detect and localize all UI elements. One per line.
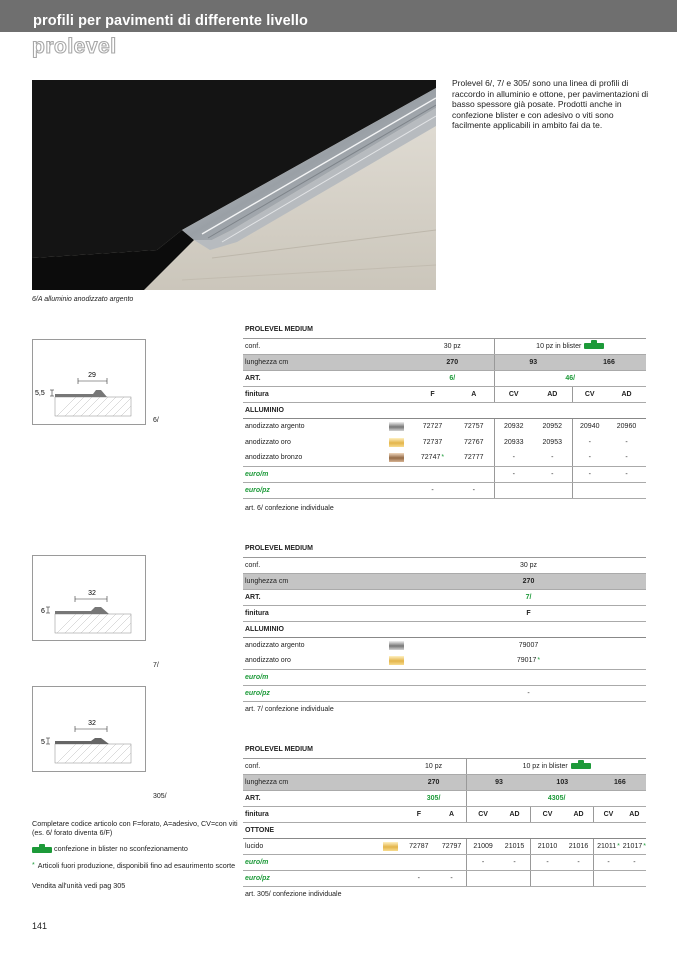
- table-row: [243, 806, 646, 822]
- note-code-completion: Completare codice articolo con F=forato, A=adesivo, CV=con viti (es. 6/ forato diventa 6/F): [32, 819, 238, 838]
- euro-m-row: [243, 854, 646, 870]
- table-cell: -: [572, 450, 607, 466]
- table-cell: [381, 838, 401, 854]
- length-value: 103: [531, 774, 594, 790]
- product-table-7: [243, 541, 646, 702]
- page-title: profili per pavimenti di differente livello: [33, 13, 309, 29]
- finish-code: F: [411, 386, 454, 402]
- table-cell: 20960: [616, 422, 637, 430]
- profile-cross-section-7: [33, 556, 145, 640]
- finish-name: anodizzato oro: [245, 438, 291, 446]
- length-label: lunghezza cm: [243, 774, 401, 790]
- table-row: [243, 370, 646, 386]
- profile-drawing-7: [32, 555, 146, 641]
- table-cell: 21016: [564, 838, 594, 854]
- product-photo: [32, 80, 436, 290]
- out-of-production-star: *: [441, 454, 445, 462]
- table-cell: 20952: [542, 422, 562, 430]
- brand-name: prolevel: [32, 35, 117, 58]
- table-row: [243, 790, 646, 806]
- table-row: [243, 338, 646, 354]
- art-code: 46/: [494, 370, 646, 386]
- profile-drawing-6: [32, 339, 146, 425]
- conf-value: 30 pz: [411, 338, 494, 354]
- table-cell: AD: [499, 806, 531, 822]
- euro-pz-row: [243, 482, 646, 498]
- table-cell: [381, 637, 411, 653]
- table-cell: [411, 653, 646, 669]
- table-row: [243, 573, 646, 589]
- table-cell: -: [564, 854, 594, 870]
- euro-m-row: [243, 466, 646, 482]
- table-cell: [381, 418, 411, 434]
- table-row: [243, 418, 646, 434]
- dimension-width-6: 29: [88, 372, 96, 379]
- length-value: 166: [594, 774, 646, 790]
- table-cell: euro/m: [243, 854, 401, 870]
- table-cell: -: [607, 466, 646, 482]
- dimension-height-7: 6: [41, 608, 45, 615]
- color-swatch: [389, 656, 404, 665]
- color-swatch: [389, 641, 404, 650]
- conf-label: conf.: [243, 338, 411, 354]
- table-row: [243, 402, 646, 418]
- table-cell: -: [572, 466, 607, 482]
- table-cell: -: [467, 854, 499, 870]
- length-value: 270: [401, 774, 467, 790]
- finish-code: CV: [494, 386, 533, 402]
- table-cell: 20953: [542, 438, 562, 446]
- note-blister: [32, 844, 242, 853]
- product-table-6: [243, 322, 646, 499]
- table-cell: 21009: [467, 838, 499, 854]
- table-footnote: art. 305/ confezione individuale: [245, 891, 342, 898]
- table-row: [243, 637, 646, 653]
- table-cell: -: [531, 854, 564, 870]
- table-cell: [607, 482, 646, 498]
- table-cell: -: [623, 854, 646, 870]
- table-row: [243, 774, 646, 790]
- table-cell: [533, 482, 572, 498]
- euro-pz-row: [243, 870, 646, 886]
- note-star: [32, 861, 242, 870]
- conf-value: 30 pz: [411, 557, 646, 573]
- table-row: [243, 450, 646, 466]
- finish-name: anodizzato bronzo: [243, 450, 381, 466]
- color-swatch: [389, 438, 404, 447]
- table-row: [243, 605, 646, 621]
- table-cell: 20932: [494, 418, 533, 434]
- finish-label: finitura: [243, 605, 411, 621]
- table-cell: [401, 854, 437, 870]
- conf-value: 10 pz: [401, 758, 467, 774]
- table-row: [243, 653, 646, 669]
- finish-code: F: [411, 605, 646, 621]
- intro-text: Prolevel 6/, 7/ e 305/ sono una linea di profili di raccordo in alluminio e ottone, per pavimentazioni di basso spessore già posate. Prodotti anche in confezione blister e con adesivo o viti sono facilmente applicabili in ambito fai da te.: [452, 78, 649, 130]
- art-label: ART.: [243, 370, 411, 386]
- finish-code: AD: [607, 386, 646, 402]
- table-cell: CV: [467, 806, 499, 822]
- table-cell: [381, 434, 411, 450]
- table-cell: 21015: [499, 838, 531, 854]
- art-code: 6/: [411, 370, 494, 386]
- finish-label: finitura: [243, 386, 411, 402]
- table-cell: [411, 466, 454, 482]
- blister-icon: [32, 847, 52, 853]
- table-cell: [572, 482, 607, 498]
- art-code: 305/: [401, 790, 467, 806]
- table-cell: [454, 466, 494, 482]
- profile-cross-section-305: [33, 687, 145, 771]
- table-cell: -: [572, 434, 607, 450]
- table-cell: 20940: [572, 418, 607, 434]
- conf-label: conf.: [243, 758, 401, 774]
- table-cell: -: [411, 685, 646, 701]
- table-cell: F: [401, 806, 437, 822]
- table-cell: [594, 870, 623, 886]
- table-cell: 72797: [437, 838, 467, 854]
- star-icon: *: [32, 861, 35, 869]
- table-row: [243, 541, 646, 557]
- finish-name: lucido: [243, 838, 381, 854]
- table-cell: CV: [531, 806, 564, 822]
- table-cell: [467, 870, 499, 886]
- table-footnote: art. 7/ confezione individuale: [245, 706, 334, 713]
- finish-code: AD: [533, 386, 572, 402]
- photo-caption: 6/A alluminio anodizzato argento: [32, 296, 134, 303]
- color-swatch: [389, 453, 404, 462]
- table-cell: [623, 870, 646, 886]
- blister-icon: [571, 763, 591, 769]
- length-value: 93: [494, 354, 572, 370]
- profile-cross-section-6: [33, 340, 145, 424]
- table-row: [243, 589, 646, 605]
- out-of-production-star: *: [643, 842, 646, 850]
- table-cell: [381, 653, 411, 669]
- table-cell: [531, 870, 564, 886]
- table-row: [243, 557, 646, 573]
- page-header-bar: [0, 0, 677, 32]
- text-span: Articoli fuori produzione, disponibili fino ad esaurimento scorte: [37, 860, 236, 870]
- table-cell: -: [625, 438, 628, 446]
- table-cell: [381, 450, 411, 466]
- table-cell: -: [411, 482, 454, 498]
- table-row: [243, 742, 646, 758]
- profile-code-6: 6/: [153, 417, 159, 424]
- table-cell: euro/pz: [243, 685, 411, 701]
- table-cell: [623, 838, 646, 854]
- art-label: ART.: [243, 589, 411, 605]
- dimension-width-7: 32: [88, 590, 96, 597]
- text-span: 10 pz in blister: [522, 762, 568, 770]
- table-row: [243, 758, 646, 774]
- table-row: [243, 434, 646, 450]
- table-cell: 72767: [464, 438, 484, 446]
- text-span: 21017: [622, 842, 643, 850]
- color-swatch: [383, 842, 398, 851]
- table-cell: -: [607, 450, 646, 466]
- note-vendita: Vendita all'unità vedi pag 305: [32, 880, 126, 890]
- table-cell: [411, 450, 454, 466]
- out-of-production-star: *: [537, 657, 541, 665]
- conf-blister: [467, 758, 646, 774]
- table-title: PROLEVEL MEDIUM: [243, 541, 646, 557]
- length-label: lunghezza cm: [243, 354, 411, 370]
- color-swatch: [389, 422, 404, 431]
- table-title: PROLEVEL MEDIUM: [243, 322, 646, 338]
- notes: [32, 819, 242, 890]
- length-value: 93: [467, 774, 531, 790]
- conf-label: conf.: [243, 557, 411, 573]
- table-cell: 72777: [454, 450, 494, 466]
- table-cell: [437, 854, 467, 870]
- material-group: ALLUMINIO: [243, 621, 646, 637]
- table-row: [243, 322, 646, 338]
- table-row: [243, 354, 646, 370]
- table-cell: euro/pz: [243, 482, 411, 498]
- table-cell: [411, 669, 646, 685]
- table-cell: -: [437, 870, 467, 886]
- table-cell: 20933: [494, 434, 533, 450]
- text-span: confezione in blister no sconfezionamento: [54, 844, 188, 854]
- table-cell: [499, 870, 531, 886]
- table-cell: -: [454, 482, 494, 498]
- table-title: PROLEVEL MEDIUM: [243, 742, 646, 758]
- table-cell: -: [401, 870, 437, 886]
- material-group: OTTONE: [243, 822, 646, 838]
- table-cell: 72737: [422, 438, 443, 446]
- table-row: [243, 838, 646, 854]
- conf-blister: [494, 338, 646, 354]
- profile-code-7: 7/: [153, 662, 159, 669]
- table-cell: -: [533, 450, 572, 466]
- profile-drawing-305: [32, 686, 146, 772]
- table-cell: [594, 838, 623, 854]
- table-row: [243, 822, 646, 838]
- product-photo-illustration: [32, 80, 436, 290]
- product-table-305: [243, 742, 646, 887]
- table-cell: [564, 870, 594, 886]
- table-cell: -: [499, 854, 531, 870]
- table-cell: -: [494, 450, 533, 466]
- art-code: 7/: [411, 589, 646, 605]
- art-code: 4305/: [467, 790, 646, 806]
- table-cell: 72787: [401, 838, 437, 854]
- profile-code-305: 305/: [153, 793, 167, 800]
- text-span: 79017: [516, 657, 537, 665]
- page-number: 141: [32, 921, 48, 931]
- table-cell: CV: [594, 806, 623, 822]
- length-value: 270: [411, 573, 646, 589]
- table-row: [243, 621, 646, 637]
- dimension-width-305: 32: [88, 720, 96, 727]
- finish-name: anodizzato argento: [245, 641, 305, 649]
- finish-code: CV: [572, 386, 607, 402]
- table-cell: euro/m: [243, 669, 411, 685]
- dimension-height-305: 5: [41, 739, 45, 746]
- text-span: 21011: [597, 842, 617, 850]
- table-cell: A: [437, 806, 467, 822]
- table-cell: 21010: [531, 838, 564, 854]
- table-cell: AD: [564, 806, 594, 822]
- length-value: 270: [411, 354, 494, 370]
- table-cell: -: [594, 854, 623, 870]
- material-group: ALLUMINIO: [243, 402, 646, 418]
- finish-name: anodizzato oro: [243, 653, 381, 669]
- table-cell: euro/m: [243, 466, 411, 482]
- table-cell: 72757: [464, 422, 484, 430]
- table-footnote: art. 6/ confezione individuale: [245, 505, 334, 512]
- finish-name: anodizzato argento: [245, 422, 305, 430]
- table-row: [243, 386, 646, 402]
- table-cell: AD: [623, 806, 646, 822]
- table-cell: [494, 482, 533, 498]
- finish-label: finitura: [243, 806, 401, 822]
- euro-m-row: [243, 669, 646, 685]
- table-cell: 79007: [518, 641, 539, 649]
- finish-code: A: [454, 386, 494, 402]
- table-cell: euro/pz: [243, 870, 401, 886]
- table-cell: 72727: [422, 422, 443, 430]
- table-cell: -: [533, 466, 572, 482]
- text-span: 72747: [420, 454, 441, 462]
- length-label: lunghezza cm: [243, 573, 411, 589]
- euro-pz-row: [243, 685, 646, 701]
- text-span: 10 pz in blister: [536, 342, 582, 350]
- dimension-height-6: 5,5: [35, 390, 45, 397]
- blister-icon: [584, 343, 604, 349]
- art-label: ART.: [243, 790, 401, 806]
- out-of-production-star: *: [617, 842, 620, 850]
- table-cell: -: [494, 466, 533, 482]
- length-value: 166: [572, 354, 646, 370]
